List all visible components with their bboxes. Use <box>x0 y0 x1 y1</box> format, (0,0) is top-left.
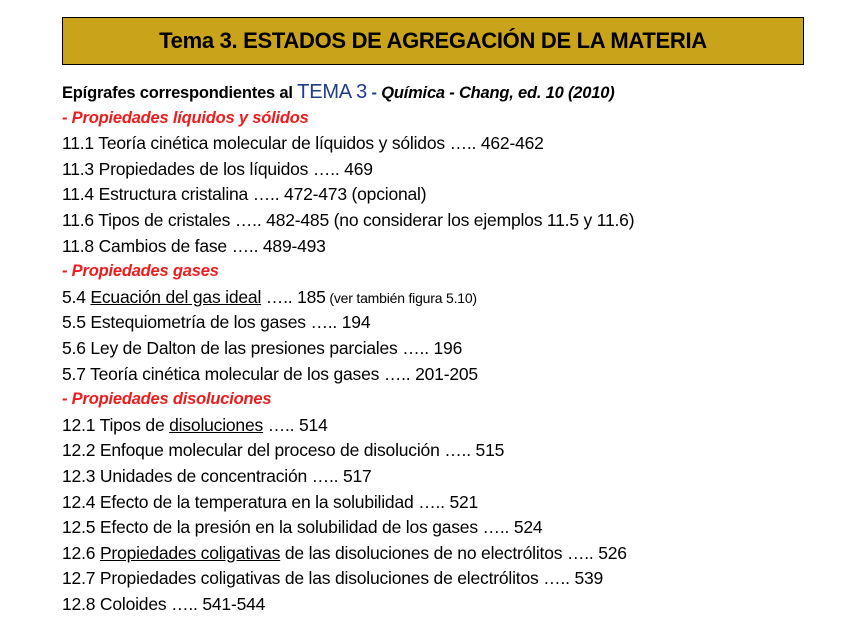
header-line <box>62 80 832 106</box>
list-item: 12.8 Coloides ….. 541-544 <box>62 593 266 614</box>
item-note: (ver también figura 5.10) <box>325 289 477 306</box>
slide-title: Tema 3. ESTADOS DE AGREGACIÓN DE LA MATERIA <box>62 17 804 65</box>
list-item: 12.3 Unidades de concentración ….. 517 <box>62 465 372 486</box>
list-item: 12.5 Efecto de la presión en la solubilidad de los gases ….. 524 <box>62 517 543 538</box>
ideal-gas-link[interactable]: Ecuación del gas ideal <box>90 286 262 307</box>
colligative-link[interactable]: Propiedades coligativas <box>99 542 281 563</box>
header-reference: Química - Chang, ed. 10 (2010) <box>381 84 615 102</box>
item-prefix: 12.1 Tipos de <box>62 414 170 435</box>
item-rest: de las disoluciones de no electrólitos ….. 526 <box>280 542 627 563</box>
list-item: 5.7 Teoría cinética molecular de los gases ….. 201-205 <box>62 363 478 384</box>
list-item: 11.1 Teoría cinética molecular de líquidos y sólidos ….. 462-462 <box>62 133 544 154</box>
list-item: 5.5 Estequiometría de los gases ….. 194 <box>62 312 371 333</box>
list-item: 11.3 Propiedades de los líquidos ….. 469 <box>62 158 373 179</box>
content <box>62 80 832 617</box>
item-pages: ….. 514 <box>263 414 328 435</box>
header-dash: - <box>367 84 382 102</box>
section-gases: - Propiedades gases <box>62 262 219 281</box>
list-item: 11.8 Cambios de fase ….. 489-493 <box>62 235 326 256</box>
list-item: 11.4 Estructura cristalina ….. 472-473 (opcional) <box>62 184 427 205</box>
list-item: 12.4 Efecto de la temperatura en la solubilidad ….. 521 <box>62 491 479 512</box>
list-item <box>62 541 832 567</box>
item-pages: ….. 185 <box>261 286 326 307</box>
list-item <box>62 285 832 311</box>
list-item <box>62 413 832 439</box>
list-item: 11.6 Tipos de cristales ….. 482-485 (no considerar los ejemplos 11.5 y 11.6) <box>62 209 635 230</box>
item-number: 5.4 <box>62 286 86 307</box>
header-tema: TEMA 3 <box>297 81 368 103</box>
header-prefix: Epígrafes correspondientes al <box>62 84 293 102</box>
list-item: 12.2 Enfoque molecular del proceso de disolución ….. 515 <box>62 440 505 461</box>
list-item: 12.7 Propiedades coligativas de las disoluciones de electrólitos ….. 539 <box>62 568 604 589</box>
solutions-link[interactable]: disoluciones <box>169 414 264 435</box>
section-solutions: - Propiedades disoluciones <box>62 390 272 409</box>
section-liquids: - Propiedades líquidos y sólidos <box>62 108 309 127</box>
item-prefix: 12.6 <box>62 542 100 563</box>
list-item: 5.6 Ley de Dalton de las presiones parciales ….. 196 <box>62 337 463 358</box>
